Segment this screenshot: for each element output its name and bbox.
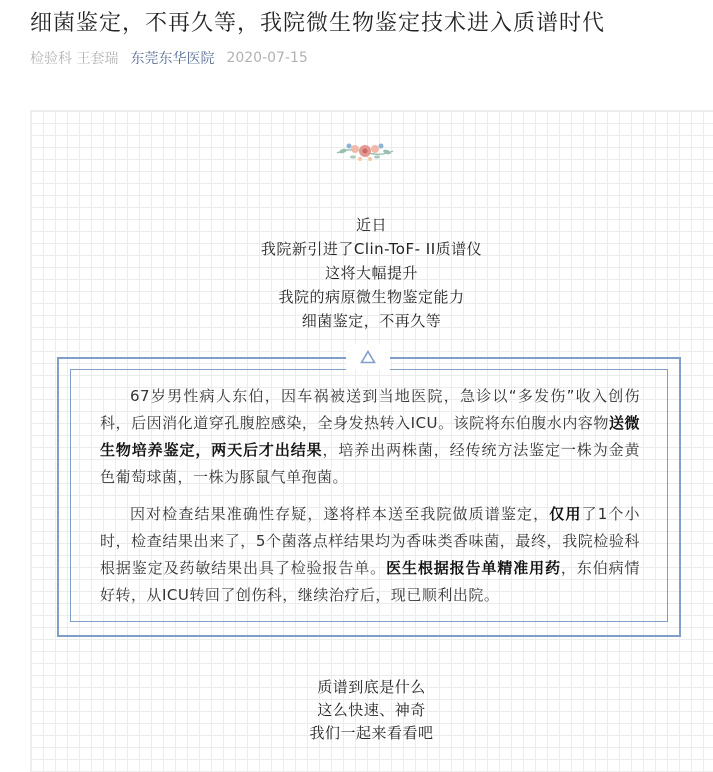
article-meta bbox=[30, 48, 308, 68]
intro-text-block bbox=[30, 213, 713, 333]
intro-line: 细菌鉴定，不再久等 bbox=[301, 312, 442, 330]
outro-line: 质谱到底是什么 bbox=[317, 678, 426, 696]
triangle-outline-icon bbox=[346, 344, 390, 370]
emphasis-text: 仅用 bbox=[549, 505, 582, 523]
intro-line: 我院的病原微生物鉴定能力 bbox=[278, 288, 465, 306]
intro-line: 这将大幅提升 bbox=[324, 264, 418, 282]
publish-date: 2020-07-15 bbox=[226, 50, 308, 66]
intro-line: 近日 bbox=[355, 216, 387, 234]
outro-text-block bbox=[30, 676, 713, 745]
case-paragraph-1: 67岁男性病人东伯，因车祸被送到当地医院，急诊以“多发伤”收入创伤科，后因消化道穿孔腹腔感染，全身发热转入ICU。该院将东伯腹水内容物送微生物培养鉴定，两天后才出结果，培养出两株菌，经传统方法鉴定一株为金黄色葡萄球菌，一株为豚鼠气单孢菌。 bbox=[100, 387, 640, 486]
flower-garland-icon bbox=[335, 137, 395, 167]
emphasis-text: 医生根据报告单精准用药 bbox=[386, 559, 561, 577]
outro-line: 这么快速、神奇 bbox=[317, 701, 426, 719]
case-story bbox=[100, 383, 640, 619]
outro-line: 我们一起来看看吧 bbox=[309, 724, 434, 742]
intro-line: 我院新引进了Clin-ToF- II质谱仪 bbox=[260, 240, 483, 258]
account-name-link[interactable]: 东莞东华医院 bbox=[130, 51, 215, 67]
case-paragraph-2: 因对检查结果准确性存疑，遂将样本送至我院做质谱鉴定，仅用了1个小时，检查结果出来了，5个菌落点样结果均为香味类香味菌，最终，我院检验科根据鉴定及药敏结果出具了检验报告单。医生根据报告单精准用药，东伯病情好转，从ICU转回了创伤科，继续治疗后，现已顺利出院。 bbox=[100, 505, 640, 604]
article-title: 细菌鉴定，不再久等，我院微生物鉴定技术进入质谱时代 bbox=[30, 11, 606, 36]
emphasis-text: 送微生物培养鉴定，两天后才出结果 bbox=[100, 414, 640, 459]
author-name: 检验科 王套瑞 bbox=[30, 51, 119, 67]
